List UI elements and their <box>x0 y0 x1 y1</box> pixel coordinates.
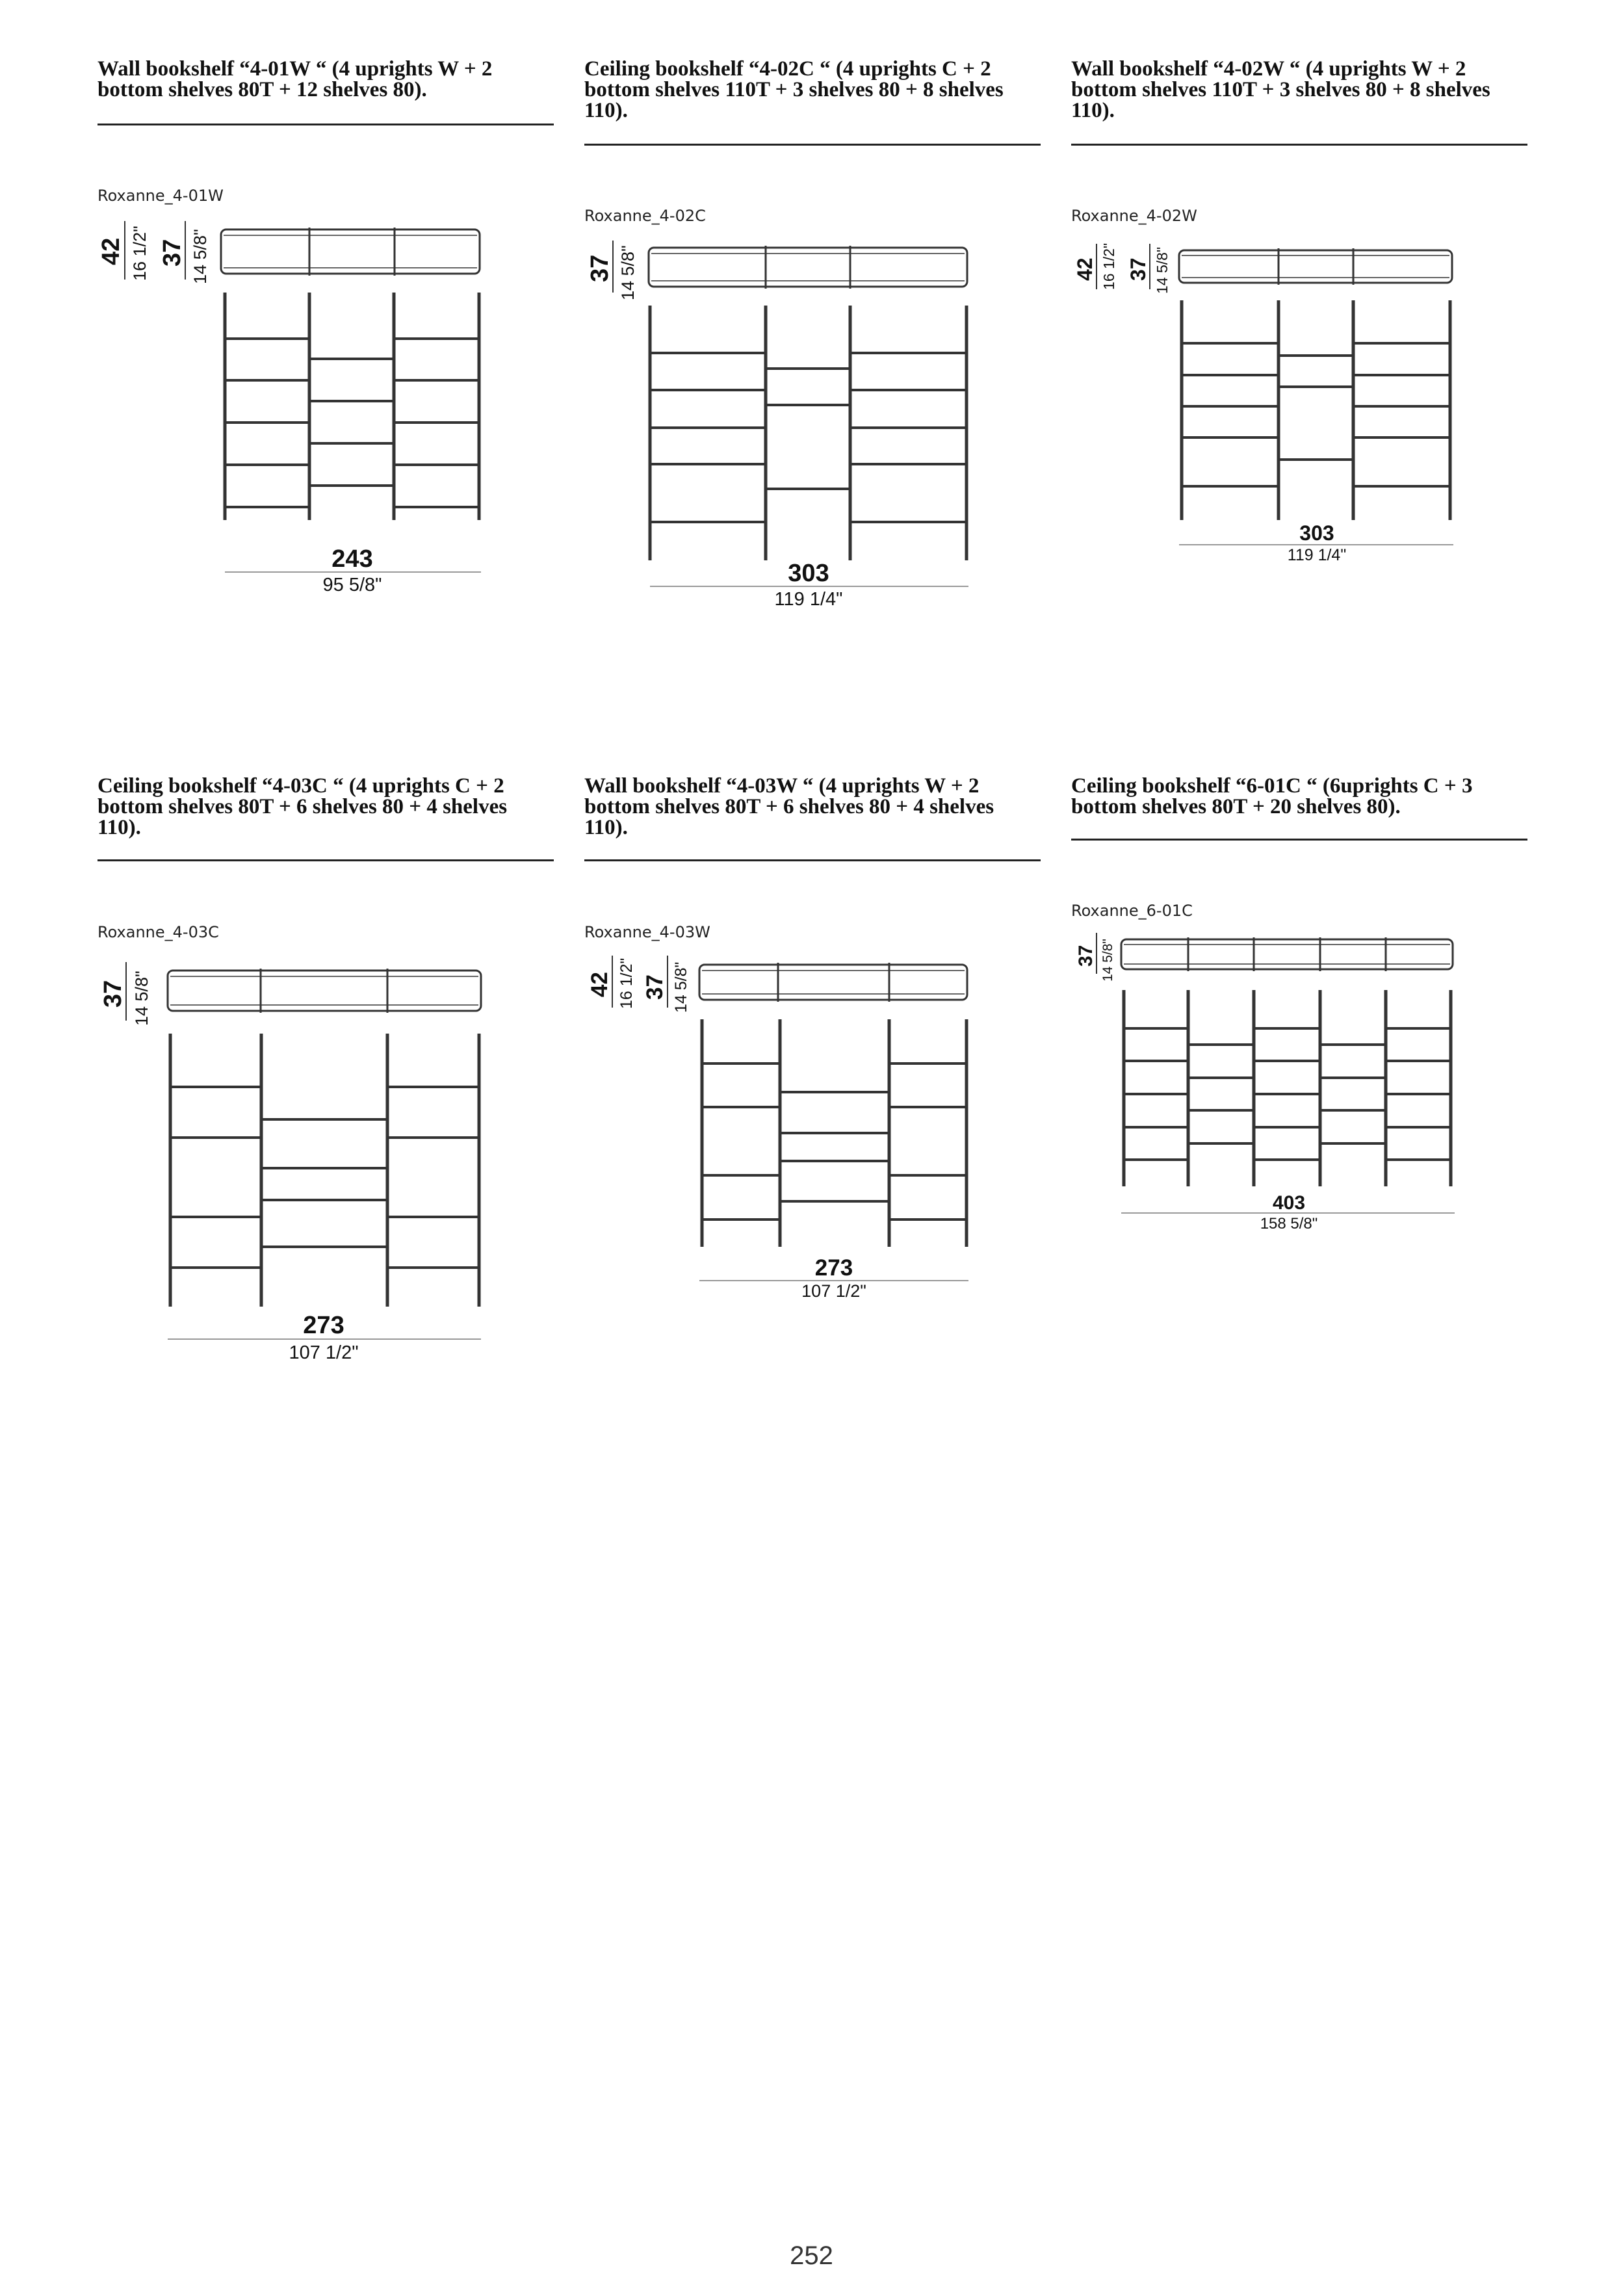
shelves <box>170 1087 479 1268</box>
depth-in: 14 5/8" <box>672 961 690 1013</box>
uprights <box>1124 990 1451 1186</box>
top-shelf-view <box>1121 937 1453 971</box>
wall-depth-in: 16 1/2" <box>617 958 636 1009</box>
width-dimension <box>1121 1192 1455 1233</box>
shelf-drawing <box>1071 0 1527 1430</box>
width-cm: 243 <box>331 545 373 573</box>
width-cm: 273 <box>814 1255 853 1281</box>
model-code: Roxanne_6-01C <box>1071 902 1193 920</box>
depth-cm: 37 <box>1075 945 1097 967</box>
model-code: Roxanne_4-03C <box>97 923 219 941</box>
product-title: Wall bookshelf “4-01W “ (4 uprights W + 2 bottom shelves 80T + 12 shelves 80). <box>97 57 493 101</box>
width-dimension <box>168 1312 481 1363</box>
wall-depth-in: 16 1/2" <box>130 226 149 281</box>
depth-cm: 37 <box>1126 257 1150 281</box>
width-in: 119 1/4" <box>1287 546 1347 564</box>
width-cm: 303 <box>788 560 829 587</box>
width-in: 158 5/8" <box>1260 1215 1318 1233</box>
model-code: Roxanne_4-02C <box>584 207 706 225</box>
width-in: 107 1/2" <box>289 1342 359 1363</box>
wall-depth-cm: 42 <box>587 972 612 997</box>
depth-in: 14 5/8" <box>618 245 638 300</box>
front-view <box>702 1019 967 1247</box>
product-title: Wall bookshelf “4-02W “ (4 uprights W + 2 bottom shelves 110T + 3 shelves 80 + 8 shelves 110). <box>1071 57 1490 122</box>
width-dimension <box>699 1255 968 1301</box>
product-title: Ceiling bookshelf “4-03C “ (4 uprights C + 2 bottom shelves 80T + 6 shelves 80 + 4 shelves 110). <box>97 774 508 839</box>
product-title: Ceiling bookshelf “6-01C “ (6uprights C + 3 bottom shelves 80T + 20 shelves 80). <box>1071 774 1473 818</box>
product-title: Wall bookshelf “4-03W “ (4 uprights W + 2 bottom shelves 80T + 6 shelves 80 + 4 shelves 110). <box>584 774 994 839</box>
model-code: Roxanne_4-01W <box>97 187 224 205</box>
model-code: Roxanne_4-03W <box>584 923 710 941</box>
width-cm: 273 <box>303 1312 344 1339</box>
wall-depth-cm: 42 <box>97 237 125 265</box>
dimension-vertical-labels <box>587 956 690 1013</box>
uprights <box>170 1034 479 1307</box>
front-view <box>1124 990 1451 1186</box>
depth-in: 14 5/8" <box>1100 939 1115 982</box>
model-code: Roxanne_4-02W <box>1071 207 1197 225</box>
dimension-vertical-labels <box>99 962 151 1026</box>
page-number: 252 <box>790 2241 833 2270</box>
depth-cm: 37 <box>159 239 186 267</box>
depth-cm: 37 <box>99 980 127 1008</box>
product-title: Ceiling bookshelf “4-02C “ (4 uprights C + 2 bottom shelves 110T + 3 shelves 80 + 8 shelves 110). <box>584 57 1004 122</box>
dimension-vertical-labels <box>1075 933 1115 982</box>
top-shelf-view <box>168 969 481 1013</box>
shelf-drawing <box>584 0 1041 1430</box>
depth-in: 14 5/8" <box>1154 246 1171 294</box>
depth-in: 14 5/8" <box>190 229 210 284</box>
depth-in: 14 5/8" <box>132 971 151 1026</box>
front-view <box>170 1034 479 1307</box>
width-in: 119 1/4" <box>774 589 843 610</box>
width-in: 107 1/2" <box>801 1281 866 1301</box>
shelf-drawing <box>97 0 554 1430</box>
depth-cm: 37 <box>642 974 668 1000</box>
width-in: 95 5/8" <box>322 575 382 595</box>
top-shelf-view <box>699 963 967 1002</box>
shelves <box>702 1063 967 1220</box>
depth-cm: 37 <box>586 254 614 282</box>
width-cm: 403 <box>1272 1192 1306 1214</box>
shelves <box>1124 1028 1451 1160</box>
wall-depth-in: 16 1/2" <box>1100 242 1117 290</box>
width-cm: 303 <box>1299 521 1334 545</box>
wall-depth-cm: 42 <box>1073 257 1097 281</box>
